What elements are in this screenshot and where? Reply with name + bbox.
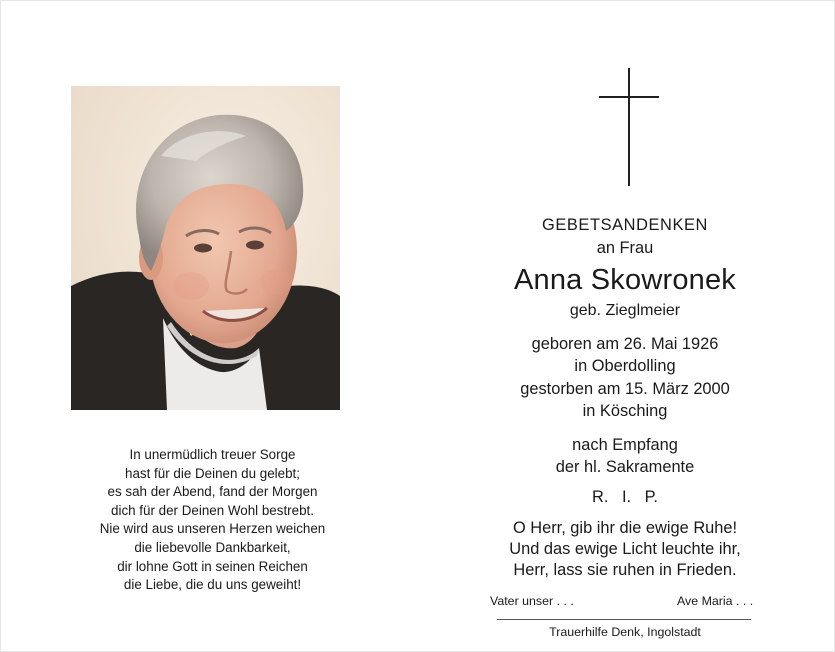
poem-line: In unermüdlich treuer Sorge <box>129 447 296 462</box>
funeral-home-credit: Trauerhilfe Denk, Ingolstadt <box>549 625 701 639</box>
birth-place: in Oberdolling <box>574 357 676 376</box>
poem-line: hast für die Deinen du gelebt; <box>125 465 300 481</box>
footer-divider <box>497 619 751 620</box>
poem-line: Nie wird aus unseren Herzen weichen <box>99 521 326 537</box>
salutation: an Frau <box>596 239 654 257</box>
poem-line: es sah der Abend, fand der Morgen <box>107 484 318 500</box>
sacraments-line: nach Empfang <box>572 436 678 454</box>
portrait-photo <box>71 86 340 410</box>
maiden-name: geb. Zieglmeier <box>569 302 681 319</box>
sacraments-note <box>470 434 780 479</box>
deceased-name: Anna Skowronek <box>513 264 737 296</box>
death-date: gestorben am 15. März 2000 <box>520 379 730 398</box>
cross-vertical-bar <box>628 68 630 186</box>
prayer-line: Herr, lass sie ruhen in Frieden. <box>513 561 737 579</box>
memorial-poem <box>40 446 385 595</box>
cross-horizontal-bar <box>599 96 659 98</box>
poem-line: die liebevolle Dankbarkeit, <box>134 539 291 555</box>
rip-text: R. I. P. <box>592 488 658 506</box>
sacraments-line: der hl. Sakramente <box>555 458 695 477</box>
poem-line: dich für der Deinen Wohl bestrebt. <box>111 502 314 518</box>
ave-maria-text: Ave Maria . . . <box>677 594 754 608</box>
portrait-image <box>71 86 340 410</box>
poem-line: dir lohne Gott in seinen Reichen <box>117 558 308 574</box>
prayer-line: O Herr, gib ihr die ewige Ruhe! <box>512 519 738 537</box>
prayer <box>470 518 780 581</box>
poem-line: die Liebe, die du uns geweiht! <box>123 577 302 593</box>
vater-unser-text: Vater unser . . . <box>490 594 574 608</box>
life-dates <box>470 333 780 423</box>
death-place: in Kösching <box>582 402 668 421</box>
prayer-line: Und das ewige Licht leuchte ihr, <box>509 540 741 558</box>
memorial-heading: GEBETSANDENKEN <box>542 216 708 234</box>
birth-date: geboren am 26. Mai 1926 <box>531 335 719 353</box>
